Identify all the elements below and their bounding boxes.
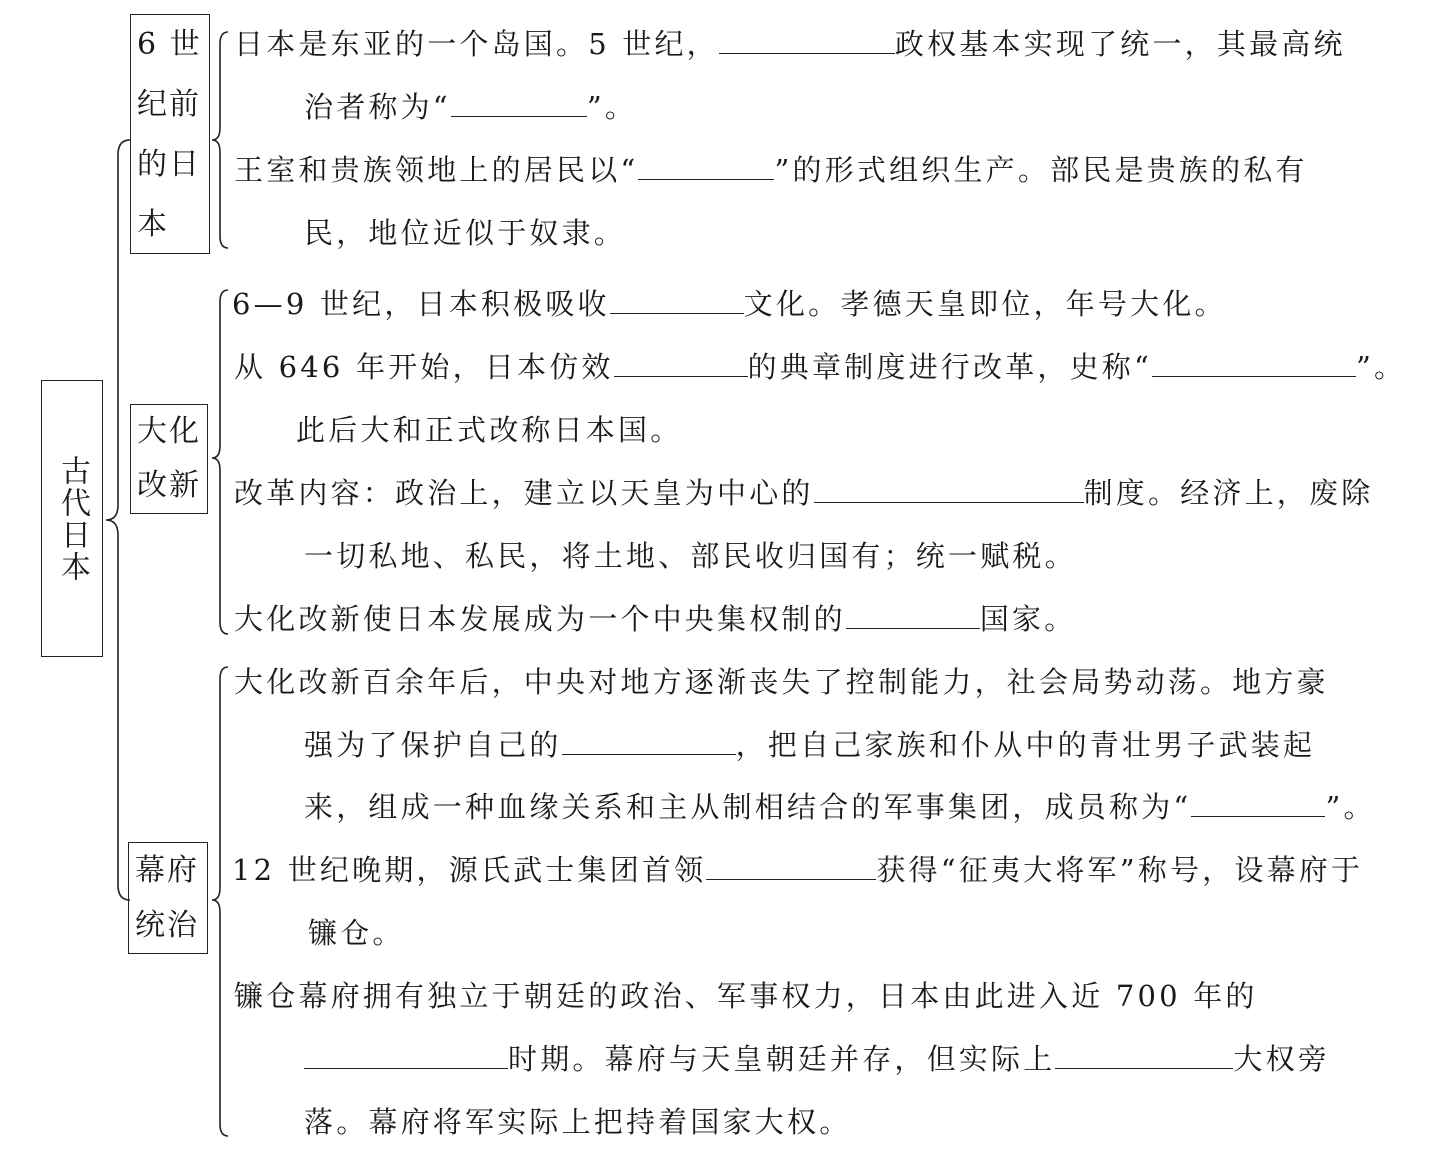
content-line: 强为了保护自己的 ，把自己家族和仆从中的青壮男子武装起 <box>304 728 1316 762</box>
fill-blank[interactable] <box>638 151 774 180</box>
content-line: 一切私地、私民，将土地、部民收归国有；统一赋税。 <box>304 539 1077 573</box>
content-line: 大化改新百余年后，中央对地方逐渐丧失了控制能力，社会局势动荡。地方豪 <box>234 665 1329 699</box>
content-line: 此后大和正式改称日本国。 <box>296 413 683 447</box>
fill-blank[interactable] <box>706 851 876 880</box>
section-1-brace <box>212 32 228 248</box>
fill-blank[interactable] <box>614 348 748 377</box>
section-3-brace <box>212 667 228 1136</box>
section-1-label-box <box>130 14 210 254</box>
main-brace <box>106 140 130 900</box>
content-line: 大化改新使日本发展成为一个中央集权制的 国家。 <box>234 602 1077 636</box>
content-line: 镰仓。 <box>308 916 405 950</box>
section-3-label-box <box>128 842 208 954</box>
content-line: 民，地位近似于奴隶。 <box>304 216 627 250</box>
content-line: 落。幕府将军实际上把持着国家大权。 <box>304 1105 852 1139</box>
root-topic-box <box>41 380 103 657</box>
section-1-label-line: 的日 <box>137 147 201 182</box>
section-1-label-line: 6 世 <box>137 27 202 62</box>
section-2-brace <box>212 290 228 634</box>
root-topic-label: 古代日本 <box>55 454 90 583</box>
content-line: 12 世纪晚期，源氏武士集团首领 获得“征夷大将军”称号，设幕府于 <box>232 853 1364 887</box>
section-2-label-line: 大化 <box>137 414 201 449</box>
fill-blank[interactable] <box>1152 348 1356 377</box>
fill-blank[interactable] <box>719 25 895 54</box>
content-line: 来，组成一种血缘关系和主从制相结合的军事集团，成员称为“ ”。 <box>304 790 1376 824</box>
section-2-label-box <box>130 404 208 514</box>
content-line: 镰仓幕府拥有独立于朝廷的政治、军事权力，日本由此进入近 700 年的 <box>234 979 1258 1013</box>
fill-blank[interactable] <box>451 88 587 117</box>
section-2-label-line: 改新 <box>137 468 201 503</box>
fill-blank[interactable] <box>1191 788 1325 817</box>
section-1-label-line: 本 <box>137 207 169 242</box>
fill-blank[interactable] <box>846 600 980 629</box>
fill-blank[interactable] <box>610 285 744 314</box>
section-3-label-line: 统治 <box>135 908 199 943</box>
section-3-label-line: 幕府 <box>135 853 199 888</box>
content-line: 6—9 世纪，日本积极吸收 文化。孝德天皇即位，年号大化。 <box>232 287 1227 321</box>
content-line: 王室和贵族领地上的居民以“ ”的形式组织生产。部民是贵族的私有 <box>234 153 1308 187</box>
content-line: 改革内容：政治上，建立以天皇为中心的 制度。经济上，废除 <box>234 476 1374 510</box>
fill-blank[interactable] <box>814 474 1084 503</box>
fill-blank[interactable] <box>1055 1040 1233 1069</box>
section-1-label-line: 纪前 <box>137 87 201 122</box>
fill-blank[interactable] <box>304 1040 508 1069</box>
fill-blank[interactable] <box>562 726 736 755</box>
content-line: 从 646 年开始，日本仿效 的典章制度进行改革，史称“ ”。 <box>234 350 1407 384</box>
content-line: 治者称为“ ”。 <box>304 90 638 124</box>
content-line: 时期。幕府与天皇朝廷并存，但实际上 大权旁 <box>304 1039 1330 1079</box>
content-line: 日本是东亚的一个岛国。5 世纪， 政权基本实现了统一，其最高统 <box>234 27 1346 61</box>
